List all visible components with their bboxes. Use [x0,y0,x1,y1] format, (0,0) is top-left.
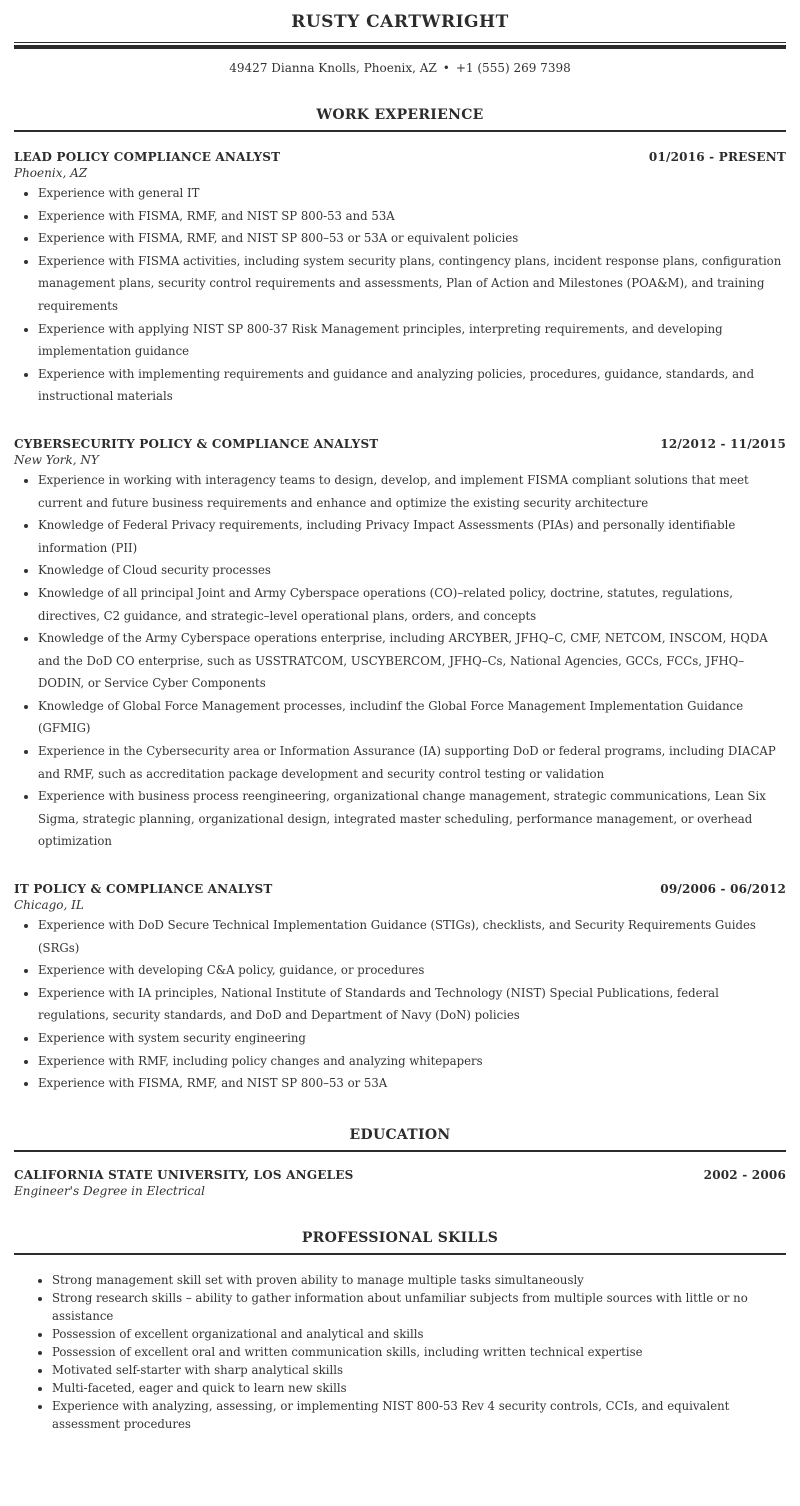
skill-item: • Experience with analyzing, assessing, or implementing NIST 800-53 Rev 4 security controls, CCIs, and equivalent assessment procedures [52,1397,786,1433]
job-bullet: • Experience with developing C&A policy, guidance, or procedures [38,959,786,982]
education-dates: 2002 - 2006 [703,1167,786,1182]
job-entry [14,150,786,408]
contact-line [14,61,786,75]
education-header [14,1168,786,1182]
job-header [14,437,786,451]
header-divider-thick [14,45,786,49]
skill-item: • Motivated self-starter with sharp analytical skills [52,1361,786,1379]
job-bullet: • Knowledge of Global Force Management processes, includinf the Global Force Management Implementation Guidance (GFMIG) [38,695,786,740]
job-bullet: • Experience with FISMA activities, including system security plans, contingency plans, incident response plans, configuration management plans, security control requirements and assessments, Plan of Action and Milestones (POA&M), and training requirements [38,250,786,318]
education-entry [14,1168,786,1198]
job-bullet: • Experience with system security engineering [38,1027,786,1050]
skill-item: • Multi-faceted, eager and quick to learn new skills [52,1379,786,1397]
job-entry [14,882,786,1095]
education-degree: Engineer's Degree in Electrical [14,1183,206,1198]
skill-item: • Strong management skill set with proven ability to manage multiple tasks simultaneously [52,1271,786,1289]
job-bullet: • Experience with FISMA, RMF, and NIST SP 800-53 and 53A [38,205,786,228]
contact-address: 49427 Dianna Knolls, Phoenix, AZ [229,61,437,75]
job-bullet: • Experience in the Cybersecurity area or Information Assurance (IA) supporting DoD or federal programs, including DIACAP and RMF, such as accreditation package development and security control testing or validation [38,740,786,785]
skills-list [14,1271,786,1433]
job-bullet: • Experience with FISMA, RMF, and NIST SP 800–53 or 53A [38,1072,786,1095]
job-bullets [14,469,786,853]
skill-item: • Possession of excellent oral and written communication skills, including written technical expertise [52,1343,786,1361]
education-school: CALIFORNIA STATE UNIVERSITY, LOS ANGELES [14,1167,354,1182]
job-bullet: • Experience with implementing requirements and guidance and analyzing policies, procedures, guidance, standards, and instructional materials [38,363,786,408]
professional-skills-heading: PROFESSIONAL SKILLS [14,1230,786,1255]
job-bullet: • Experience with FISMA, RMF, and NIST SP 800–53 or 53A or equivalent policies [38,227,786,250]
job-location: Chicago, IL [14,898,84,913]
job-bullet: • Experience with RMF, including policy changes and analyzing whitepapers [38,1050,786,1073]
job-title: LEAD POLICY COMPLIANCE ANALYST [14,150,281,164]
job-bullet: • Experience with business process reengineering, organizational change management, strategic communications, Lean Six Sigma, strategic planning, organizational design, integrated master scheduling, performance management, or overhead optimization [38,785,786,853]
job-bullet: • Experience with DoD Secure Technical Implementation Guidance (STIGs), checklists, and Security Requirements Guides (SRGs) [38,914,786,959]
work-experience-list [14,150,786,1095]
job-bullets [14,182,786,408]
skill-item: • Strong research skills – ability to gather information about unfamiliar subjects from multiple sources with little or no assistance [52,1289,786,1325]
job-bullet: • Experience with general IT [38,182,786,205]
skill-item: • Possession of excellent organizational and analytical and skills [52,1325,786,1343]
job-bullet: • Experience with applying NIST SP 800-37 Risk Management principles, interpreting requirements, and developing implementation guidance [38,318,786,363]
job-title: CYBERSECURITY POLICY & COMPLIANCE ANALYST [14,436,379,451]
job-dates: 09/2006 - 06/2012 [660,882,786,897]
job-title: IT POLICY & COMPLIANCE ANALYST [14,882,273,897]
job-bullet: • Knowledge of all principal Joint and Army Cyberspace operations (CO)–related policy, doctrine, statutes, regulations, directives, C2 guidance, and strategic–level operational plans, orders, and concepts [38,582,786,627]
education-heading: EDUCATION [14,1127,786,1152]
job-dates: 12/2012 - 11/2015 [660,436,786,451]
job-bullet: • Knowledge of Federal Privacy requirements, including Privacy Impact Assessments (PIAs) and personally identifiable information (PII) [38,514,786,559]
job-bullet: • Experience in working with interagency teams to design, develop, and implement FISMA compliant solutions that meet current and future business requirements and enhance and optimize the existing security architecture [38,469,786,514]
contact-phone: +1 (555) 269 7398 [455,61,571,75]
job-location: New York, NY [14,452,99,467]
job-bullets [14,914,786,1095]
job-header [14,150,786,164]
contact-separator: • [442,61,450,75]
work-experience-heading: WORK EXPERIENCE [14,107,786,132]
job-location: Phoenix, AZ [14,166,88,180]
job-entry [14,437,786,853]
job-bullet: • Experience with IA principles, National Institute of Standards and Technology (NIST) Special Publications, federal regulations, security standards, and DoD and Department of Navy (DoN) policies [38,982,786,1027]
candidate-name: RUSTY CARTWRIGHT [291,12,509,32]
job-header [14,882,786,896]
job-dates: 01/2016 - PRESENT [648,150,786,164]
job-bullet: • Knowledge of Cloud security processes [38,559,786,582]
job-bullet: • Knowledge of the Army Cyberspace operations enterprise, including ARCYBER, JFHQ–C, CMF, NETCOM, INSCOM, HQDA and the DoD CO enterprise, such as USSTRATCOM, USCYBERCOM, JFHQ–Cs, National Agencies, GCCs, FCCs, JFHQ–DODIN, or Service Cyber Components [38,627,786,695]
